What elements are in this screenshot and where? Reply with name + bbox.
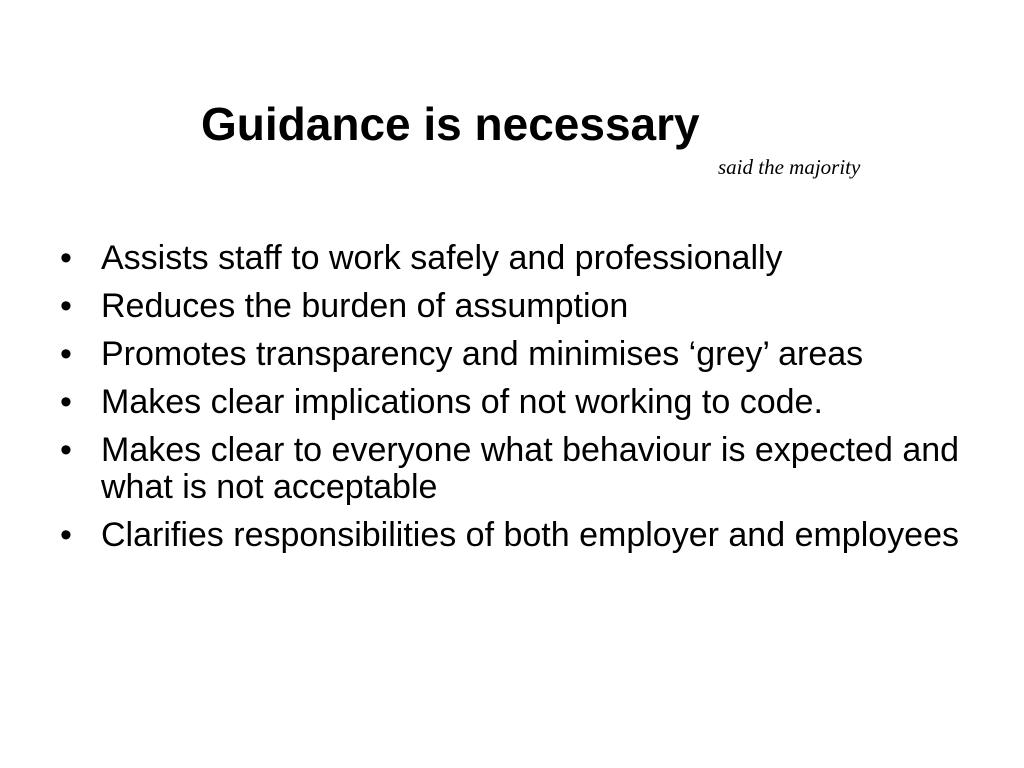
bullet-text: Assists staff to work safely and professionally [101, 239, 783, 277]
bullet-item [60, 384, 960, 421]
bullet-item [60, 432, 960, 506]
bullet-item [60, 336, 960, 373]
bullet-icon: • [60, 287, 72, 325]
bullet-icon: • [60, 383, 72, 421]
bullet-icon: • [60, 239, 72, 277]
bullet-text: Makes clear to everyone what behaviour is expected and what is not acceptable [101, 431, 960, 506]
slide-subtitle: said the majority [718, 155, 861, 179]
bullet-icon: • [60, 335, 72, 373]
bullet-text: Makes clear implications of not working to code. [101, 383, 823, 421]
bullet-text: Promotes transparency and minimises ‘grey’ areas [101, 335, 864, 373]
bullet-item [60, 288, 960, 325]
bullet-text: Clarifies responsibilities of both employer and employees [101, 516, 959, 554]
bullet-item [60, 240, 960, 277]
bullet-text: Reduces the burden of assumption [101, 287, 629, 325]
bullet-icon: • [60, 516, 72, 554]
bullet-icon: • [60, 431, 72, 469]
slide-title: Guidance is necessary [201, 98, 700, 150]
bullet-item [60, 517, 960, 554]
bullet-list [60, 240, 960, 565]
